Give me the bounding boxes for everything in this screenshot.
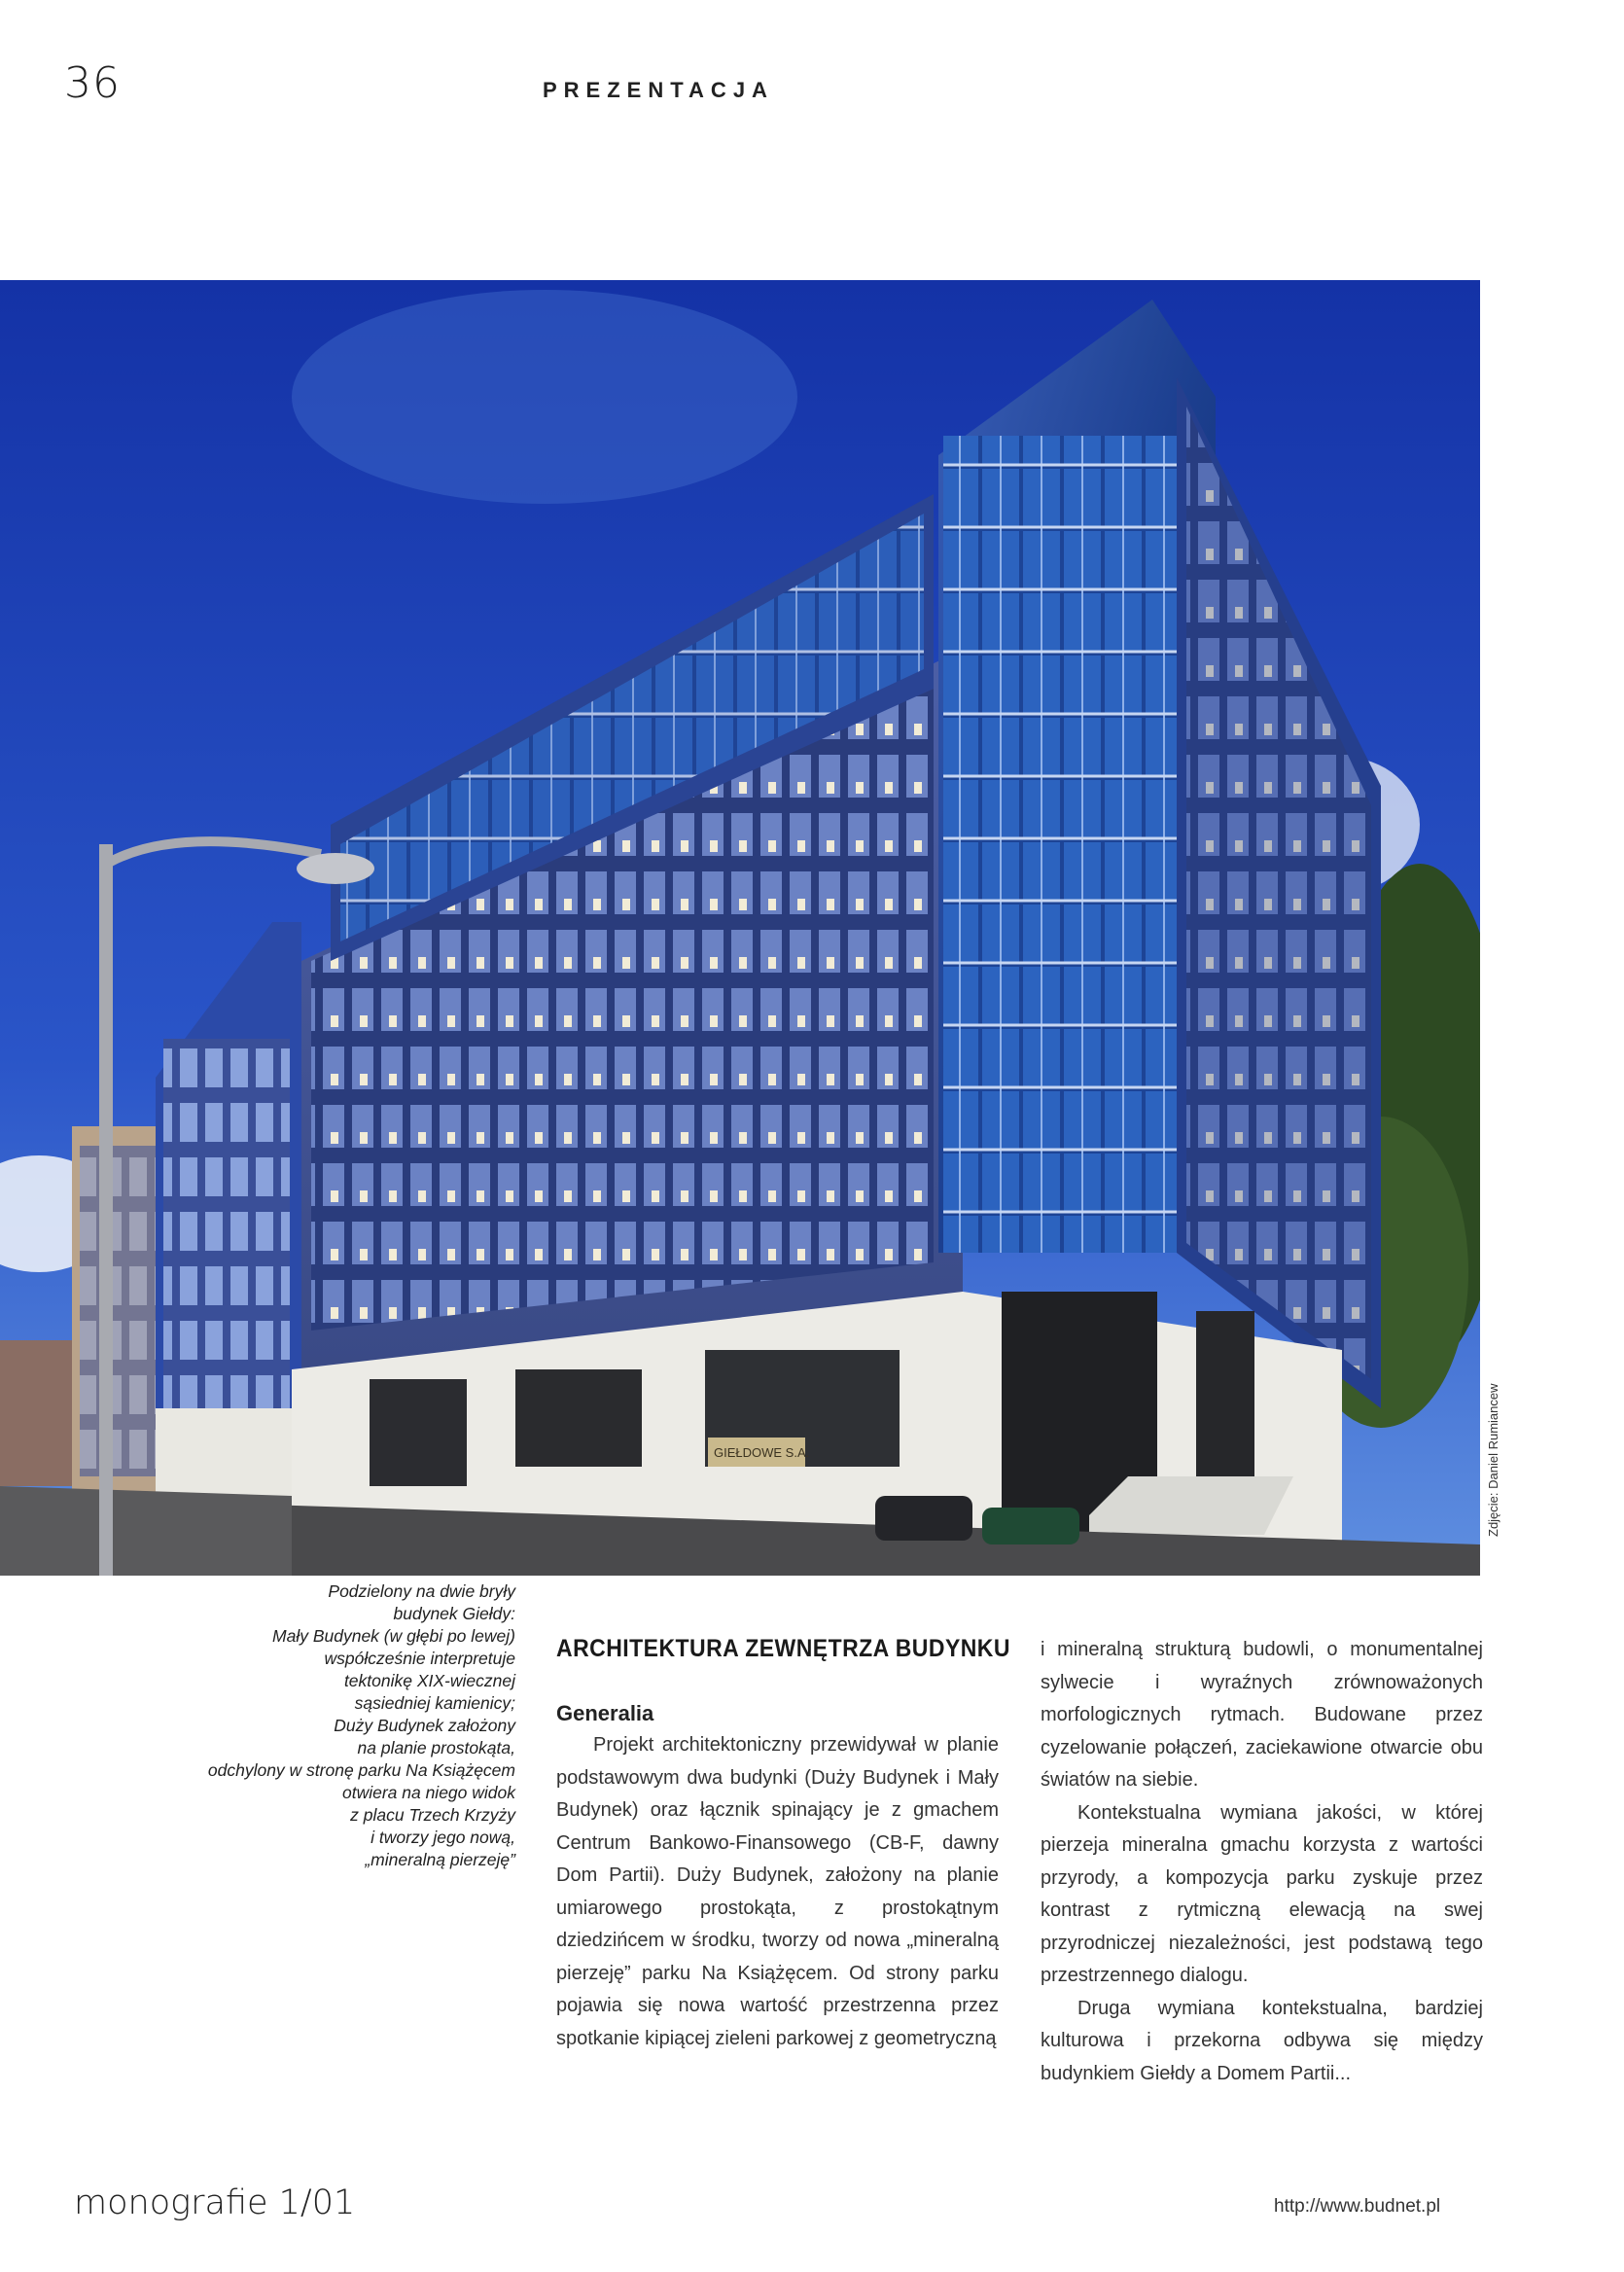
caption-line: tektonikę XIX-wiecznej [343, 1671, 515, 1690]
article-heading: ARCHITEKTURA ZEWNĘTRZA BUDYNKU [556, 1635, 1010, 1662]
building-sign: GIEŁDOWE S.A. [714, 1445, 810, 1460]
article-paragraph: i mineralną strukturą budowli, o monumentalnej sylwecie i wyraźnych zrównoważonych morfologicznych rytmach. Budowane przez cyzelowanie połączeń, zaciekawione otwarcie obu światów na siebie. [1041, 1639, 1483, 1791]
article-paragraph: Druga wymiana kontekstualna, bardziej kulturowa i przekorna odbywa się między budynkiem Giełdy a Domem Partii... [1041, 1997, 1483, 2084]
caption-line: otwiera na niego widok [341, 1783, 515, 1802]
photo-credit: Zdjęcie: Daniel Rumiancew [1486, 1383, 1500, 1537]
website-url: http://www.budnet.pl [1274, 2196, 1441, 2217]
photo-caption [126, 1580, 515, 1871]
article-subheading: Generalia [556, 1701, 654, 1725]
article-paragraph: Kontekstualna wymiana jakości, w której pierzeja mineralna gmachu korzysta z wartości przyrody, a kompozycja parku zyskuje przez kontrast z rytmiczną elewacją na swej przyrodniczej niezależności, jest podstawą tego przestrzennego dialogu. [1041, 1801, 1483, 1986]
building-photo [0, 280, 1480, 1576]
caption-line: z placu Trzech Krzyży [350, 1805, 515, 1825]
caption-line: Mały Budynek (w głębi po lewej) [272, 1626, 515, 1646]
caption-line: i tworzy jego nową, [371, 1828, 515, 1847]
caption-line: budynek Giełdy: [393, 1604, 515, 1623]
caption-line: współcześnie interpretuje [324, 1649, 515, 1668]
caption-line: Podzielony na dwie bryły [328, 1581, 515, 1601]
caption-line: Duży Budynek założony [334, 1716, 515, 1735]
article-column-1 [556, 1634, 1010, 2055]
caption-line: odchylony w stronę parku Na Książęcem [207, 1760, 515, 1780]
article-column-2 [1041, 1634, 1483, 2090]
magazine-issue: monografie 1/01 [74, 2183, 356, 2222]
article-paragraph: Projekt architektoniczny przewidywał w planie podstawowym dwa budynki (Duży Budynek i Mały Budynek) oraz łącznik spinający je z gmachem Centrum Bankowo-Finansowego (CB-F, dawny Dom Partii). Duży Budynek, założony na planie umiarowego prostokąta, z prostokątnym dziedzińcem w środku, tworzy od nowa „mineralną pierzeję” parku Na Książęcem. Od strony parku pojawia się nowa wartość przestrzenna przez spotkanie kipiącej zieleni parkowej z geometryczną [556, 1734, 999, 2049]
page-number: 36 [64, 58, 121, 108]
caption-line: „mineralną pierzeję” [365, 1850, 515, 1869]
section-label: PREZENTACJA [543, 78, 774, 102]
caption-line: na planie prostokąta, [357, 1738, 515, 1757]
caption-line: sąsiedniej kamienicy; [354, 1693, 515, 1713]
